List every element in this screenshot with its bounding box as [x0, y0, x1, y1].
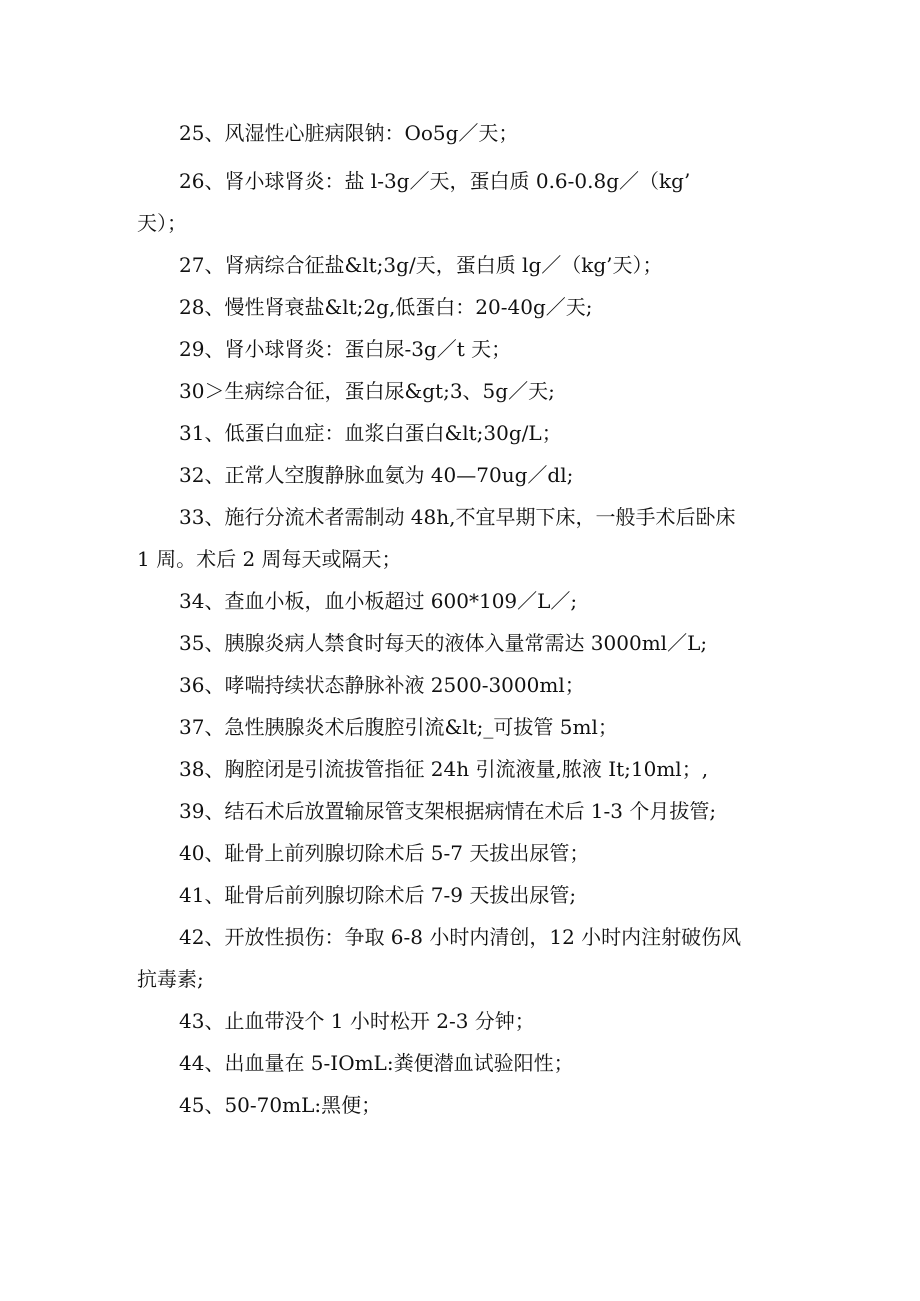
text-line: 32、正常人空腹静脉血氨为 40—70ug／dl;	[179, 463, 574, 487]
text-line: 44、出血量在 5-IOmL:粪便潜血试验阳性；	[179, 1051, 574, 1075]
text-line: 25、风湿性心脏病限钠：Oo5g／天；	[179, 121, 519, 145]
text-line: 26、肾小球肾炎：盐 l-3g／天，蛋白质 0.6-0.8g／（kg’	[179, 169, 691, 193]
text-line: 38、胸腔闭是引流拔管指征 24h 引流液量,脓液 It;10ml；,	[179, 757, 709, 781]
text-line: 42、开放性损伤：争取 6-8 小时内清创，12 小时内注射破伤风	[179, 925, 742, 949]
text-line: 29、肾小球肾炎：蛋白尿-3g／t 天；	[179, 337, 512, 361]
text-line: 31、低蛋白血症：血浆白蛋白&lt;30g/L；	[179, 421, 562, 445]
text-line: 天）；	[137, 211, 187, 235]
text-line: 39、结石术后放置输尿管支架根据病情在术后 1-3 个月拔管;	[179, 799, 717, 823]
text-line: 28、慢性肾衰盐&lt;2g,低蛋白：20-40g／天;	[179, 295, 593, 319]
text-line: 45、50-70mL:黑便；	[179, 1093, 382, 1117]
text-line: 37、急性胰腺炎术后腹腔引流&lt;_可拔管 5ml；	[179, 715, 618, 739]
document-body	[137, 112, 777, 1126]
text-line: 抗毒素;	[137, 967, 204, 991]
text-line: 30＞生病综合征，蛋白尿&gt;3、5g／天;	[179, 379, 555, 403]
text-line: 43、止血带没个 1 小时松开 2-3 分钟；	[179, 1009, 535, 1033]
text-line: 1 周。术后 2 周每天或隔天；	[137, 547, 402, 571]
text-line: 33、施行分流术者需制动 48h,不宜早期下床，一般手术后卧床	[179, 505, 736, 529]
text-line: 36、哮喘持续状态静脉补液 2500-3000ml；	[179, 673, 585, 697]
text-line: 34、查血小板，血小板超过 600*109／L／;	[179, 589, 578, 613]
text-line: 27、肾病综合征盐&lt;3g/天，蛋白质 lg／（kg’天）；	[179, 253, 663, 277]
text-line: 35、胰腺炎病人禁食时每天的液体入量常需达 3000ml／L;	[179, 631, 708, 655]
text-line: 40、耻骨上前列腺切除术后 5-7 天拔出尿管；	[179, 841, 590, 865]
text-line: 41、耻骨后前列腺切除术后 7-9 天拔出尿管;	[179, 883, 577, 907]
